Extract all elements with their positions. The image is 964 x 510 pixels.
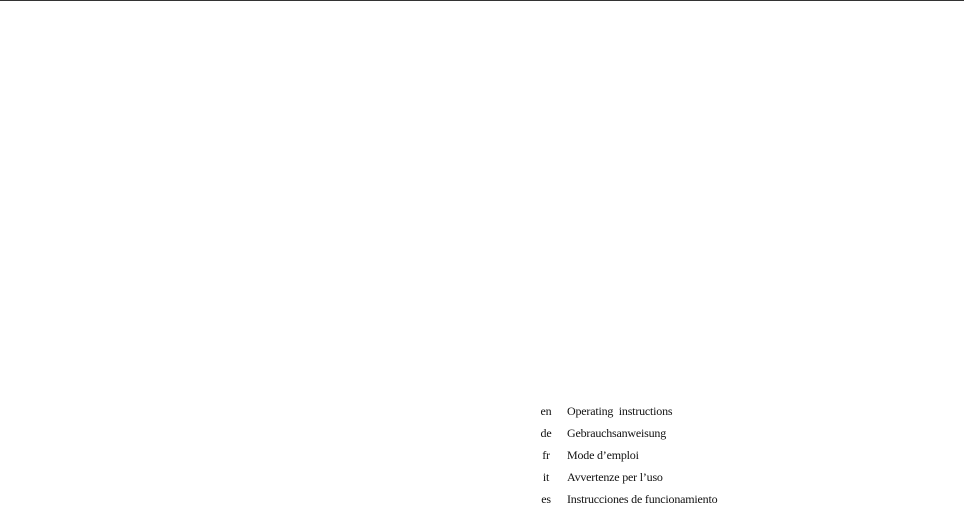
language-title: Instrucciones de funcionamiento — [567, 492, 718, 506]
language-code: it — [542, 470, 550, 484]
language-title: Gebrauchsanweisung — [567, 426, 667, 440]
language-code: fr — [542, 448, 550, 462]
language-title: Avvertenze per l’uso — [567, 470, 663, 484]
language-title: Mode d’emploi — [567, 448, 639, 462]
top-rule — [0, 0, 964, 1]
language-code: de — [540, 426, 552, 440]
language-item-en — [533, 400, 793, 422]
language-item-es — [533, 488, 793, 510]
language-list — [533, 400, 793, 510]
language-title: Operating instructions — [567, 404, 673, 418]
language-item-de — [533, 422, 793, 444]
language-item-it — [533, 466, 793, 488]
language-code: es — [541, 492, 551, 506]
language-item-fr — [533, 444, 793, 466]
language-code: en — [540, 404, 552, 418]
